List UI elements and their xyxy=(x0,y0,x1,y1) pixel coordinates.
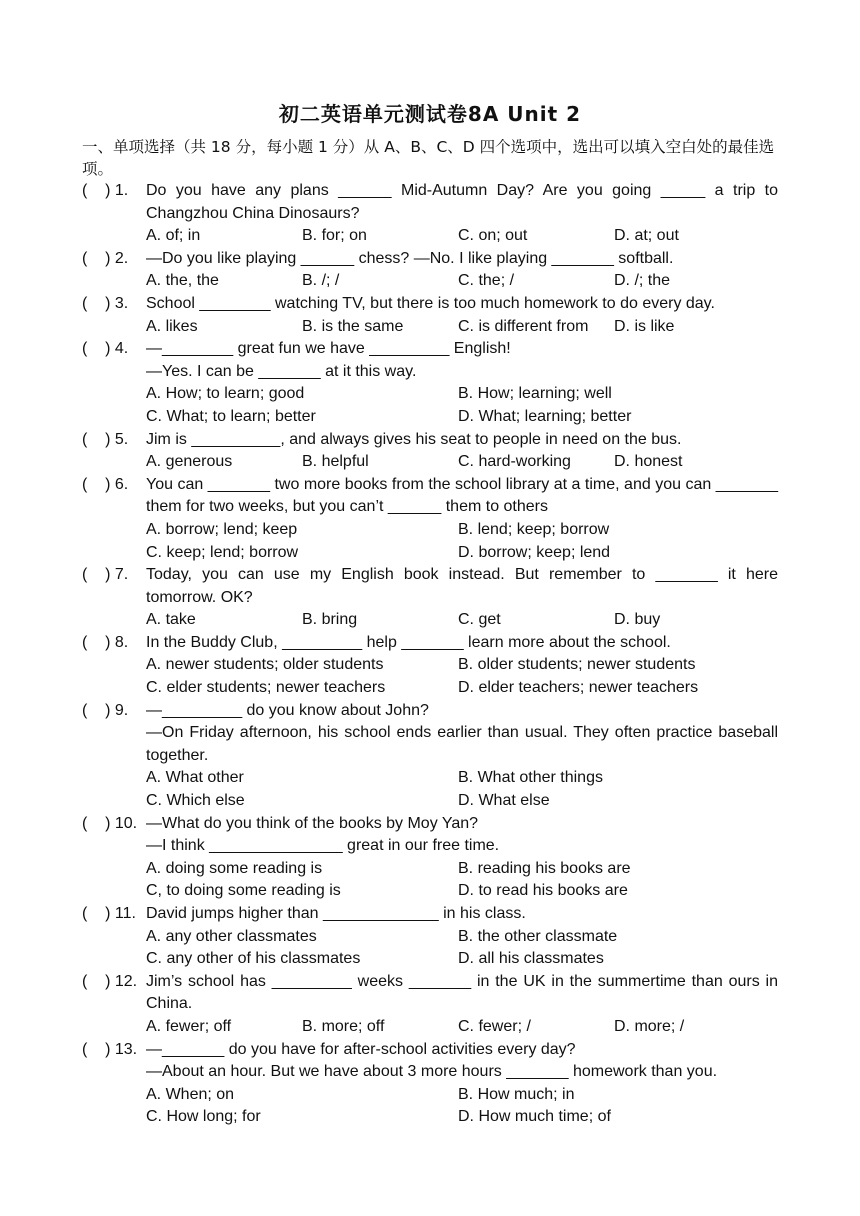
answer-option: D. to read his books are xyxy=(458,882,628,900)
answer-option: C, to doing some reading is xyxy=(146,882,341,900)
question-text: —________ great fun we have _________ English! xyxy=(146,340,511,358)
answer-option: D. at; out xyxy=(614,227,679,245)
question-body xyxy=(146,700,778,813)
answer-option: A. generous xyxy=(146,453,233,471)
question-number: ( ) 3. xyxy=(82,294,129,312)
answer-option: D. is like xyxy=(614,317,675,335)
question-item xyxy=(82,293,782,338)
answer-option: D. honest xyxy=(614,453,683,471)
answer-option: A. fewer; off xyxy=(146,1017,232,1035)
answer-option: C. Which else xyxy=(146,792,245,810)
question-body xyxy=(146,564,778,632)
answer-options xyxy=(146,451,778,474)
question-text: —I think _______________ great in our free time. xyxy=(146,837,500,855)
question-number: ( ) 13. xyxy=(82,1040,138,1058)
question-body xyxy=(146,1039,778,1129)
answer-option: B. How much; in xyxy=(458,1085,575,1103)
question-body xyxy=(146,338,778,428)
question-text: Jim’s school has _________ weeks _______ in the UK in the summertime than ours in China. xyxy=(146,972,778,1013)
question-item xyxy=(82,338,782,428)
answer-option: C. any other of his classmates xyxy=(146,950,361,968)
question-body xyxy=(146,971,778,1039)
answer-option: C. How long; for xyxy=(146,1108,261,1126)
answer-options xyxy=(146,270,778,293)
question-item xyxy=(82,248,782,293)
question-item xyxy=(82,429,782,474)
answer-option: B. more; off xyxy=(302,1017,385,1035)
question-text: In the Buddy Club, _________ help _______ learn more about the school. xyxy=(146,633,671,651)
question-number: ( ) 9. xyxy=(82,701,129,719)
question-number: ( ) 4. xyxy=(82,340,129,358)
answer-option: B. helpful xyxy=(302,453,369,471)
answer-option: A. any other classmates xyxy=(146,927,317,945)
question-item xyxy=(82,180,782,248)
answer-option: A. newer students; older students xyxy=(146,656,384,674)
question-body xyxy=(146,632,778,700)
answer-option: A. borrow; lend; keep xyxy=(146,520,298,538)
answer-option: A. take xyxy=(146,611,196,629)
answer-option: D. What; learning; better xyxy=(458,407,632,425)
question-item xyxy=(82,903,782,971)
question-text: School ________ watching TV, but there is too much homework to do every day. xyxy=(146,294,715,312)
page-title: 初二英语单元测试卷8A Unit 2 xyxy=(278,102,582,126)
question-number: ( ) 7. xyxy=(82,566,129,584)
answer-option: D. /; the xyxy=(614,272,671,290)
answer-option: D. all his classmates xyxy=(458,950,604,968)
question-number: ( ) 11. xyxy=(82,905,136,922)
answer-option: A. How; to learn; good xyxy=(146,385,305,403)
answer-option: B. older students; newer students xyxy=(458,656,696,674)
question-body xyxy=(146,248,778,293)
answer-options xyxy=(146,316,778,339)
question-text: Jim is __________, and always gives his seat to people in need on the bus. xyxy=(146,430,682,448)
question-item xyxy=(82,971,782,1039)
answer-options xyxy=(146,519,778,564)
answer-options xyxy=(146,383,778,428)
question-body xyxy=(146,180,778,248)
answer-option: A. doing some reading is xyxy=(146,859,323,877)
question-number: ( ) 8. xyxy=(82,633,129,651)
answer-option: A. the, the xyxy=(146,272,219,290)
answer-option: B. is the same xyxy=(302,317,404,335)
answer-option: A. likes xyxy=(146,317,198,335)
question-text: Today, you can use my English book instead. But remember to _______ it here tomorrow. OK? xyxy=(146,566,778,606)
answer-option: C. on; out xyxy=(458,227,528,245)
question-text: David jumps higher than _____________ in his class. xyxy=(146,905,526,922)
answer-option: C. the; / xyxy=(458,272,515,290)
answer-option: C. get xyxy=(458,611,501,629)
answer-options xyxy=(146,1084,778,1129)
answer-option: B. the other classmate xyxy=(458,927,618,945)
answer-option: A. What other xyxy=(146,769,244,787)
answer-option: C. is different from xyxy=(458,317,589,335)
question-body xyxy=(146,903,778,971)
answer-option: B. What other things xyxy=(458,769,603,787)
answer-option: D. elder teachers; newer teachers xyxy=(458,679,699,697)
question-text: —What do you think of the books by Moy Yan? xyxy=(146,814,479,832)
answer-option: D. What else xyxy=(458,792,550,810)
question-item xyxy=(82,813,782,903)
question-item xyxy=(82,564,782,632)
section-instructions: 一、单项选择（共 18 分，每小题 1 分）从 A、B、C、D 四个选项中，选出可以填入空白处的最佳选项。 xyxy=(82,138,775,178)
answer-option: D. borrow; keep; lend xyxy=(458,543,611,561)
answer-options xyxy=(146,609,778,632)
question-number: ( ) 6. xyxy=(82,475,129,493)
question-text: —_______ do you have for after-school activities every day? xyxy=(146,1040,576,1058)
question-body xyxy=(146,293,778,338)
answer-option: C. What; to learn; better xyxy=(146,407,316,425)
question-text: Do you have any plans ______ Mid-Autumn Day? Are you going _____ a trip to Changzhou China Dinosaurs? xyxy=(146,182,778,222)
question-number: ( ) 12. xyxy=(82,972,138,990)
answer-option: B. for; on xyxy=(302,227,367,245)
answer-options xyxy=(146,926,778,971)
answer-option: D. How much time; of xyxy=(458,1108,611,1126)
question-text: —_________ do you know about John? xyxy=(146,701,429,719)
question-text: —On Friday afternoon, his school ends earlier than usual. They often practice baseball together. xyxy=(146,724,778,764)
answer-option: C. fewer; / xyxy=(458,1017,531,1035)
answer-option: B. How; learning; well xyxy=(458,385,612,403)
question-number: ( ) 1. xyxy=(82,182,129,199)
answer-option: D. buy xyxy=(614,611,661,629)
answer-options xyxy=(146,654,778,699)
question-number: ( ) 10. xyxy=(82,814,138,832)
answer-options xyxy=(146,767,778,812)
question-list xyxy=(82,180,782,1129)
answer-option: C. hard-working xyxy=(458,453,571,471)
answer-options xyxy=(146,225,778,248)
question-item xyxy=(82,632,782,700)
answer-option: C. elder students; newer teachers xyxy=(146,679,386,697)
answer-option: A. When; on xyxy=(146,1085,235,1103)
answer-option: B. reading his books are xyxy=(458,859,631,877)
answer-option: C. keep; lend; borrow xyxy=(146,543,299,561)
question-text: You can _______ two more books from the school library at a time, and you can _______ them for two weeks, but you can’t ______ them to others xyxy=(146,475,778,516)
answer-option: D. more; / xyxy=(614,1017,685,1035)
question-number: ( ) 5. xyxy=(82,430,129,448)
answer-options xyxy=(146,1016,778,1039)
question-number: ( ) 2. xyxy=(82,249,129,267)
question-item xyxy=(82,1039,782,1129)
question-item xyxy=(82,700,782,813)
question-text: —About an hour. But we have about 3 more hours _______ homework than you. xyxy=(146,1063,718,1081)
question-body xyxy=(146,474,778,564)
question-body xyxy=(146,429,778,474)
answer-option: B. bring xyxy=(302,611,358,629)
question-text: —Yes. I can be _______ at it this way. xyxy=(146,362,417,380)
answer-option: B. /; / xyxy=(302,272,340,290)
answer-options xyxy=(146,858,778,903)
answer-option: B. lend; keep; borrow xyxy=(458,520,610,538)
question-item xyxy=(82,474,782,564)
question-text: —Do you like playing ______ chess? —No. I like playing _______ softball. xyxy=(146,249,674,267)
question-body xyxy=(146,813,778,903)
answer-option: A. of; in xyxy=(146,227,201,245)
